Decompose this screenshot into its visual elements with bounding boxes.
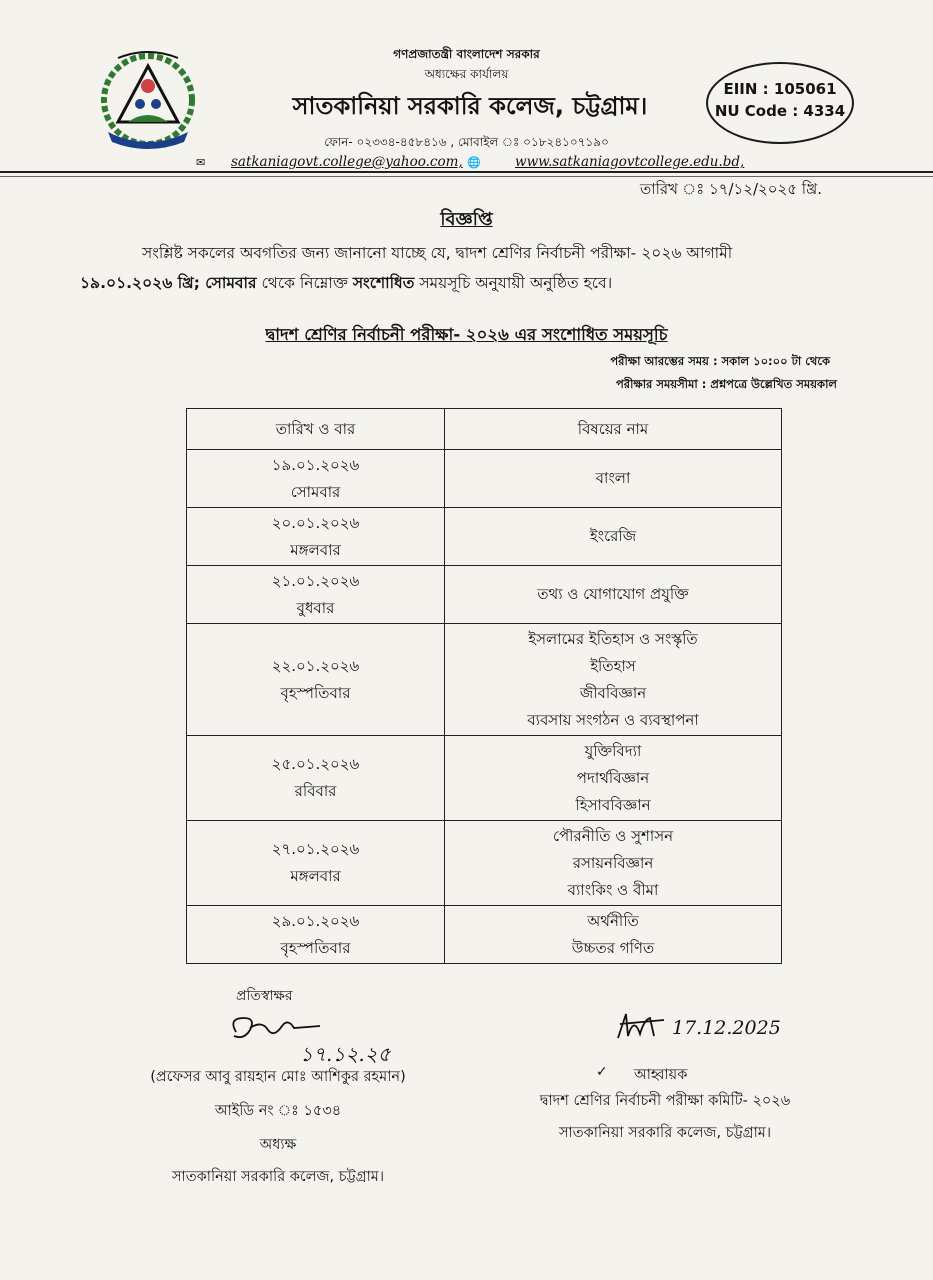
table-header-row xyxy=(187,409,782,450)
exam-weekday: সোমবার xyxy=(290,482,341,501)
exam-date: ২১.০১.২০২৬ xyxy=(271,571,360,590)
phone-line: ফোন- ০২৩৩৪-৪৫৮৪১৬ , মোবাইল ঃ ০১৮২৪১০৭১৯০ xyxy=(324,135,609,149)
subject-name: জীববিজ্ঞান xyxy=(579,683,647,702)
column-header-date: তারিখ ও বার xyxy=(187,409,445,450)
schedule-date-cell xyxy=(187,736,445,821)
schedule-date-cell xyxy=(187,566,445,624)
exam-time-limit: পরীক্ষার সময়সীমা : প্রশ্নপত্রে উল্লেখিত সময়কাল xyxy=(615,377,837,391)
schedule-subject-cell xyxy=(445,736,782,821)
notice-line-1: সংশ্লিষ্ট সকলের অবগতির জন্য জানানো যাচ্ছে যে, দ্বাদশ শ্রেণির নির্বাচনী পরীক্ষা- ২০২৬ আগামী xyxy=(142,244,733,262)
contact-line xyxy=(196,154,744,170)
schedule-subject-cell xyxy=(445,821,782,906)
schedule-table xyxy=(186,408,782,964)
notice-start-date: ১৯.০১.২০২৬ খ্রি; সোমবার xyxy=(80,274,257,292)
table-row xyxy=(187,906,782,964)
subject-name: উচ্চতর গণিত xyxy=(571,938,655,957)
schedule-title-text: দ্বাদশ শ্রেণির নির্বাচনী পরীক্ষা- ২০২৬ এর সংশোধিত সময়সূচি xyxy=(265,325,668,344)
exam-weekday: মঙ্গলবার xyxy=(290,867,341,885)
table-row xyxy=(187,624,782,736)
convener-role: আহ্বায়ক xyxy=(634,1067,688,1083)
subject-name: তথ্য ও যোগাযোগ প্রযুক্তি xyxy=(537,585,689,603)
issue-date: তারিখ ঃ ১৭/১২/২০২৫ খ্রি. xyxy=(640,180,823,198)
exam-date: ২৯.০১.২০২৬ xyxy=(271,911,360,930)
exam-weekday: বৃহস্পতিবার xyxy=(280,938,351,957)
exam-start-time: পরীক্ষা আরম্ভের সময় : সকাল ১০:০০ টা থেকে xyxy=(610,354,830,368)
exam-weekday: মঙ্গলবার xyxy=(290,540,341,559)
subject-name: ইংরেজি xyxy=(589,527,637,545)
schedule-date-cell xyxy=(187,450,445,508)
college-name: সাতকানিয়া সরকারি কলেজ, চট্টগ্রাম। xyxy=(292,92,648,120)
schedule-subject-cell xyxy=(445,508,782,566)
schedule-date-cell xyxy=(187,624,445,736)
header-divider xyxy=(0,171,933,173)
principal-role: অধ্যক্ষ xyxy=(259,1137,297,1153)
table-row xyxy=(187,566,782,624)
exam-weekday: রবিবার xyxy=(294,782,337,800)
exam-date: ২২.০১.২০২৬ xyxy=(271,656,360,675)
schedule-subject-cell xyxy=(445,566,782,624)
nu-code: NU Code : 4334 xyxy=(714,102,846,120)
exam-weekday: বৃহস্পতিবার xyxy=(280,683,351,702)
convener-institution: সাতকানিয়া সরকারি কলেজ, চট্টগ্রাম। xyxy=(558,1125,772,1141)
subject-name: রসায়নবিজ্ঞান xyxy=(572,853,654,872)
subject-name: ব্যাংকিং ও বীমা xyxy=(567,880,659,899)
principal-signature-date: ১৭.১২.২৫ xyxy=(300,1042,391,1066)
subject-name: যুক্তিবিদ্যা xyxy=(584,741,642,760)
eiin-code: EIIN : 105061 xyxy=(723,80,837,98)
countersign-label: প্রতিস্বাক্ষর xyxy=(236,988,293,1004)
subject-name: ইতিহাস xyxy=(590,656,636,675)
convener-signature xyxy=(614,1010,674,1046)
exam-date: ২৭.০১.২০২৬ xyxy=(271,840,360,858)
schedule-date-cell xyxy=(187,906,445,964)
subject-name: হিসাববিজ্ঞান xyxy=(575,795,651,814)
office-name: অধ্যক্ষের কার্যালয় xyxy=(424,67,509,81)
schedule-subject-cell xyxy=(445,906,782,964)
header-divider-thin xyxy=(0,176,933,177)
college-logo xyxy=(98,44,198,152)
subject-name: ব্যবসায় সংগঠন ও ব্যবস্থাপনা xyxy=(527,710,699,729)
subject-name: বাংলা xyxy=(595,469,631,487)
notice-revised-word: সংশোধিত xyxy=(352,274,415,292)
website-link[interactable]: www.satkaniagovtcollege.edu.bd, xyxy=(515,154,745,170)
table-row xyxy=(187,821,782,906)
notice-line-2-end: সময়সূচি অনুযায়ী অনুষ্ঠিত হবে। xyxy=(419,274,613,292)
notice-body xyxy=(80,238,892,298)
table-row xyxy=(187,508,782,566)
principal-name: (প্রফেসর আবু রায়হান মোঃ আশিকুর রহমান) xyxy=(150,1069,406,1085)
email-icon: ✉ xyxy=(196,156,206,169)
exam-committee: দ্বাদশ শ্রেণির নির্বাচনী পরীক্ষা কমিটি- ২০২৬ xyxy=(539,1093,791,1109)
schedule-table-body xyxy=(187,450,782,964)
exam-date: ২০.০১.২০২৬ xyxy=(271,513,360,532)
government-name: গণপ্রজাতন্ত্রী বাংলাদেশ সরকার xyxy=(393,47,540,61)
notice-line-2-mid: থেকে নিম্নোক্ত xyxy=(261,274,348,292)
notice-title-text: বিজ্ঞপ্তি xyxy=(440,209,493,230)
exam-weekday: বুধবার xyxy=(296,598,335,617)
tick-mark-icon: ✓ xyxy=(596,1064,608,1080)
schedule-subject-cell xyxy=(445,624,782,736)
convener-signature-date: 17.12.2025 xyxy=(672,1017,781,1039)
globe-icon: 🌐 xyxy=(466,156,481,169)
eiin-badge xyxy=(706,62,854,144)
subject-name: পৌরনীতি ও সুশাসন xyxy=(552,826,674,845)
schedule-subject-cell xyxy=(445,450,782,508)
schedule-title xyxy=(0,322,933,349)
notice-title xyxy=(0,205,933,236)
email-link[interactable]: satkaniagovt.college@yahoo.com, xyxy=(230,154,463,170)
subject-name: অর্থনীতি xyxy=(587,911,639,930)
table-row xyxy=(187,450,782,508)
column-header-subject: বিষয়ের নাম xyxy=(445,409,782,450)
exam-date: ২৫.০১.২০২৬ xyxy=(271,755,360,773)
schedule-date-cell xyxy=(187,821,445,906)
subject-name: ইসলামের ইতিহাস ও সংস্কৃতি xyxy=(528,629,698,648)
schedule-date-cell xyxy=(187,508,445,566)
exam-date: ১৯.০১.২০২৬ xyxy=(271,455,360,474)
table-row xyxy=(187,736,782,821)
principal-institution: সাতকানিয়া সরকারি কলেজ, চট্টগ্রাম। xyxy=(171,1169,385,1185)
subject-name: পদার্থবিজ্ঞান xyxy=(576,768,650,787)
principal-id: আইডি নং ঃ ১৫৩৪ xyxy=(214,1103,342,1119)
